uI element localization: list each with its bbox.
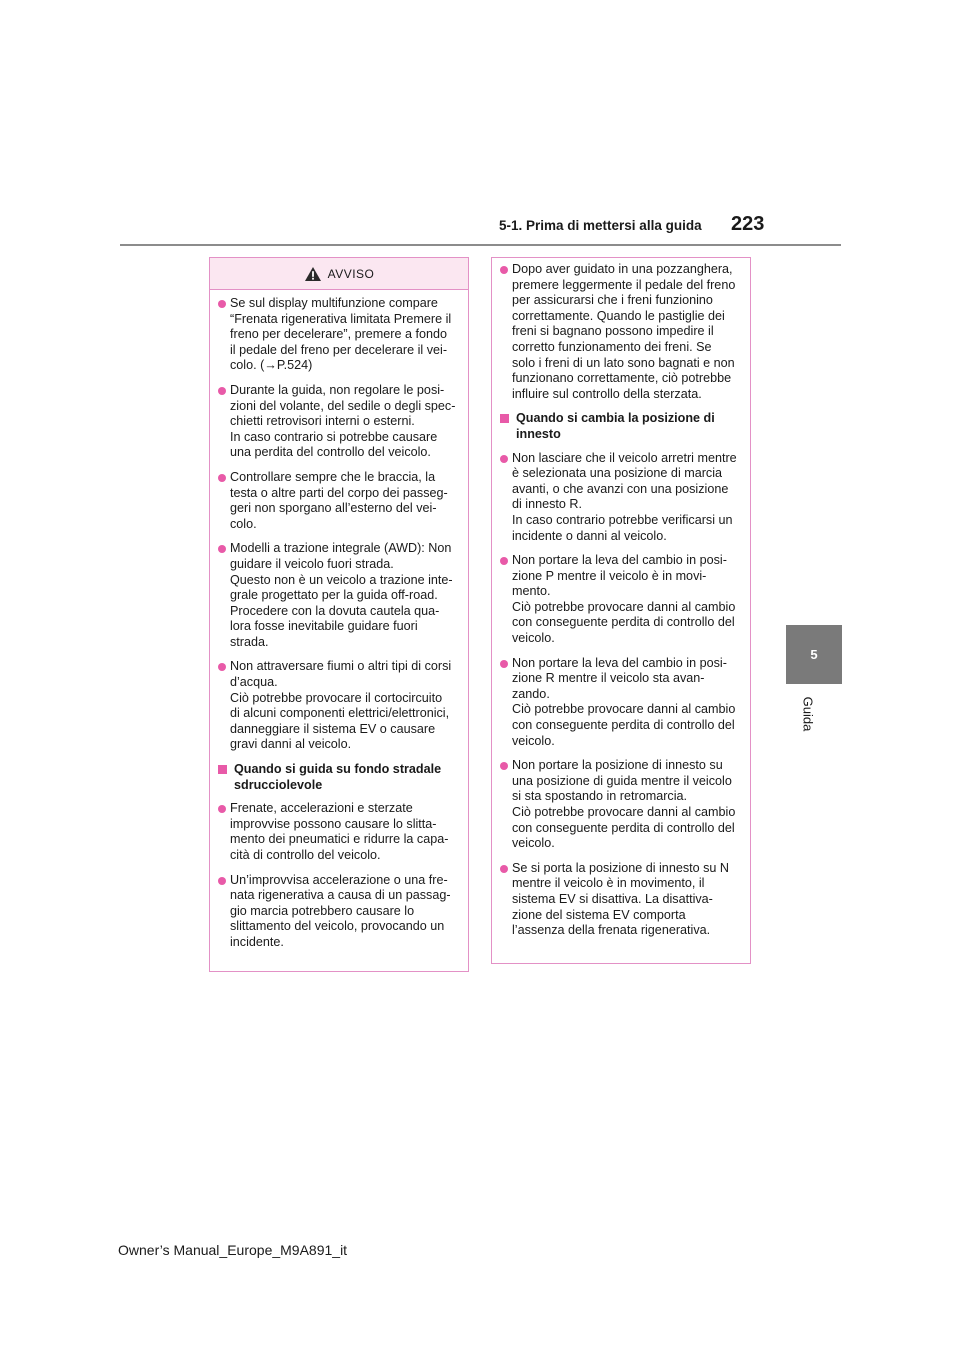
- warning-title: AVVISO: [327, 266, 375, 281]
- bullet-text: Non attraversare fiumi o altri tipi di corsi d’acqua. Ciò potrebbe provocare il cortocircuito di alcuni componenti elettrici/elettronici, danneggiare il sistema EV o causare gravi danni al veicolo.: [230, 659, 452, 752]
- bullet-item: [500, 553, 742, 647]
- subsection-heading-text: Quando si cambia la posizione di innesto: [516, 411, 715, 441]
- bullet-dot-icon: [218, 474, 226, 482]
- bullet-text: Frenate, accelerazioni e sterzate improvvise possono causare lo slitta- mento dei pneumatici e ridurre la capa- cità di controllo del veicolo.: [230, 801, 449, 862]
- warning-content-right: [492, 258, 750, 939]
- subsection-heading-text: Quando si guida su fondo stradale sdrucciolevole: [234, 762, 442, 792]
- bullet-item: [218, 470, 460, 532]
- bullet-item: [500, 656, 742, 750]
- bullet-item: [218, 659, 460, 753]
- bullet-item: [500, 451, 742, 545]
- footer-text: Owner’s Manual_Europe_M9A891_it: [118, 1242, 348, 1258]
- bullet-dot-icon: [218, 387, 226, 395]
- warning-title-bar: [210, 258, 468, 290]
- bullet-dot-icon: [500, 865, 508, 873]
- bullet-text: Non portare la leva del cambio in posi- zione P mentre il veicolo è in movi- mento. Ciò potrebbe provocare danni al cambio con conseguente perdita di controllo del veicolo.: [512, 553, 736, 646]
- bullet-text: Dopo aver guidato in una pozzanghera, premere leggermente il pedale del freno per assicurarsi che i freni funzionino correttamente. Quando le pastiglie dei freni si bagnano possono impedire il corretto funzionamento dei freni. Se solo i freni di un lato sono bagnati e non funzionano correttamente, ciò potrebbe influire sul controllo della sterzata.: [512, 262, 736, 401]
- bullet-item: [218, 296, 460, 374]
- bullet-dot-icon: [218, 877, 226, 885]
- bullet-item: [500, 262, 742, 402]
- bullet-dot-icon: [218, 300, 226, 308]
- chapter-label-text: Guida: [800, 696, 816, 732]
- bullet-item: [218, 873, 460, 951]
- bullet-item: [218, 383, 460, 461]
- chapter-tab[interactable]: [786, 625, 842, 684]
- section-title: 5-1. Prima di mettersi alla guida: [499, 218, 702, 233]
- bullet-text: Un’improvvisa accelerazione o una fre- nata rigenerativa a causa di un passag- gio marcia potrebbero causare lo slittamento del veicolo, provocando un incidente.: [230, 872, 451, 949]
- bullet-item: [218, 801, 460, 863]
- warning-triangle-icon: [304, 266, 322, 282]
- bullet-text: Se si porta la posizione di innesto su N mentre il veicolo è in movimento, il sistema EV si disattiva. La disattiva- zione del sistema EV comporta l’assenza della frenata rigenerativa.: [512, 860, 730, 938]
- bullet-text: Se sul display multifunzione compare “Frenata rigenerativa limitata Premere il freno per decelerare”, premere a fondo il pedale del freno per decelerare il vei- colo. (→P.524): [230, 296, 452, 373]
- bullet-text: Non lasciare che il veicolo arretri mentre è selezionata una posizione di marcia avanti, o che avanzi con una posizione di innesto R. In caso contrario potrebbe verificarsi un incidente o danni al veicolo.: [512, 450, 737, 543]
- bullet-text: Durante la guida, non regolare le posi- zioni del volante, del sedile o degli spec- chietti retrovisori interni o esterni. In caso contrario si potrebbe causare una perdita del controllo del veicolo.: [230, 382, 456, 460]
- chapter-number: 5: [810, 647, 818, 662]
- subsection-heading: [218, 762, 460, 793]
- subsection-heading: [500, 411, 742, 442]
- bullet-text: Non portare la leva del cambio in posi- zione R mentre il veicolo sta avan- zando. Ciò potrebbe provocare danni al cambio con conseguente perdita di controllo del veicolo.: [512, 655, 736, 748]
- warning-box-left: [209, 257, 469, 972]
- bullet-dot-icon: [500, 660, 508, 668]
- bullet-dot-icon: [218, 663, 226, 671]
- bullet-dot-icon: [218, 545, 226, 553]
- warning-box-right: [491, 257, 751, 964]
- warning-content-left: [210, 290, 468, 951]
- bullet-item: [218, 541, 460, 650]
- chapter-label: [800, 694, 816, 734]
- bullet-dot-icon: [218, 805, 226, 813]
- square-bullet-icon: [500, 414, 509, 423]
- bullet-text: Controllare sempre che le braccia, la testa o altre parti del corpo dei passeg- geri non sporgano all’esterno del vei- colo.: [230, 469, 448, 531]
- square-bullet-icon: [218, 765, 227, 774]
- bullet-item: [500, 758, 742, 852]
- page-number: 223: [731, 213, 765, 235]
- bullet-item: [500, 861, 742, 939]
- header-rule: [120, 244, 841, 246]
- bullet-text: Modelli a trazione integrale (AWD): Non guidare il veicolo fuori strada. Questo non è un veicolo a trazione inte- grale progettato per la guida off-road. Procedere con la dovuta cautela qua- lora fosse inevitabile guidare fuori strada.: [230, 541, 453, 649]
- bullet-dot-icon: [500, 557, 508, 565]
- bullet-dot-icon: [500, 266, 508, 274]
- bullet-dot-icon: [500, 455, 508, 463]
- bullet-dot-icon: [500, 762, 508, 770]
- bullet-text: Non portare la posizione di innesto su una posizione di guida mentre il veicolo si sta spostando in retromarcia. Ciò potrebbe provocare danni al cambio con conseguente perdita di controllo del veicolo.: [512, 758, 736, 851]
